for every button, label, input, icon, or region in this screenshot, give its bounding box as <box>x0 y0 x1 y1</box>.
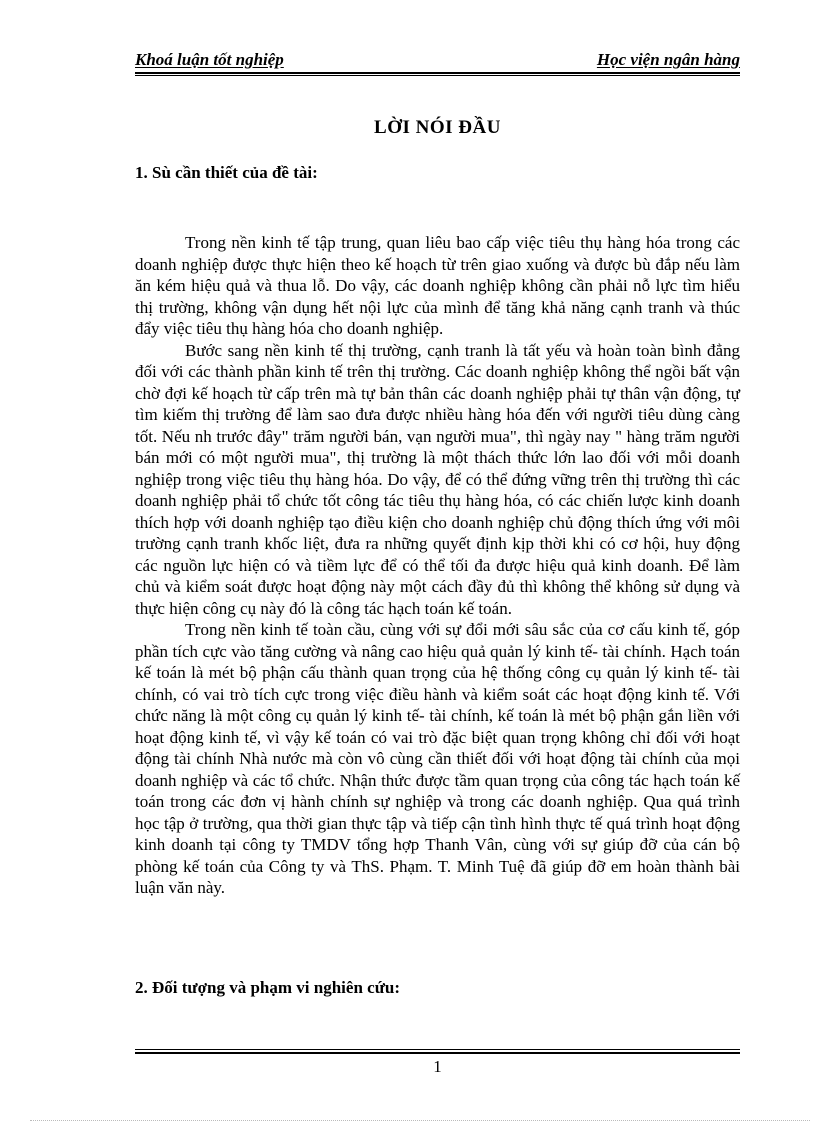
running-header <box>135 50 740 72</box>
section-2-heading: 2. Đối tượng và phạm vi nghiên cứu: <box>135 978 401 997</box>
header-institution-label: Học viện ngân hàng <box>596 50 740 69</box>
paragraph: Trong nền kinh tế toàn cầu, cùng với sự đổi mới sâu sắc của cơ cấu kinh tế, góp phần tích cực vào tăng cường và nâng cao hiệu quả quản lý kinh tế- tài chính. Hạch toán kế toán là mét bộ phận cấu thành quan trọng của hệ thống công cụ quản lý kinh tế- tài chính, có vai trò tích cực trong việc điều hành và kiểm soát các hoạt động kinh tế. Với chức năng là một công cụ quản lý kinh tế- tài chính, kế toán là mét bộ phận gắn liền với hoạt động kinh tế, vì vậy kế toán có vai trò đặc biệt quan trọng không chỉ đối với hoạt động tài chính Nhà nước mà còn vô cùng cần thiết đối với hoạt động tài chính của mọi doanh nghiệp và các tổ chức. Nhận thức được tầm quan trọng của công tác hạch toán kế toán trong các đơn vị hành chính sự nghiệp và trong các doanh nghiệp. Qua quá trình học tập ở trường, qua thời gian thực tập và tiếp cận tình hình thực tế quá trình hoạt động kinh doanh tại công ty TMDV tổng hợp Thanh Vân, cùng với sự giúp đỡ của cán bộ phòng kế toán của Công ty và ThS. Phạm. T. Minh Tuệ đã giúp đỡ em hoàn thành bài luận văn này. <box>135 620 740 897</box>
page-number: 1 <box>433 1057 442 1076</box>
paragraph: Trong nền kinh tế tập trung, quan liêu bao cấp việc tiêu thụ hàng hóa trong các doanh nghiệp được thực hiện theo kế hoạch từ trên giao xuống và được bù đắp nếu làm ăn kém hiệu quả và thua lỗ. Do vậy, các doanh nghiệp không cần phải nỗ lực tìm hiểu thị trường, không vận dụng hết nội lực của mình để tăng khả năng cạnh tranh và thúc đẩy việc tiêu thụ hàng hóa cho doanh nghiệp. <box>135 233 740 338</box>
page-title: LỜI NÓI ĐẦU <box>374 117 501 138</box>
page-edge-divider <box>30 1120 810 1121</box>
paragraph: Bước sang nền kinh tế thị trường, cạnh tranh là tất yếu và hoàn toàn bình đẳng đối với các thành phần kinh tế trên thị trường. Các doanh nghiệp không thể ngồi bất vận chờ đợi kế hoạch từ cấp trên mà tự bản thân các doanh nghiệp phải tự thân vận động, tự tìm kiếm thị trường để làm sao đưa được nhiều hàng hóa đến với người tiêu dùng càng tốt. Nếu nh trước đây" trăm người bán, vạn người mua", thì ngày nay " hàng trăm người bán mới có một người mua", thị trường là một thách thức lớn lao đối với mỗi doanh nghiệp trong việc tiêu thụ hàng hóa. Do vậy, để có thể đứng vững trên thị trường thì các doanh nghiệp phải tổ chức tốt công tác tiêu thụ hàng hóa, có các chiến lược kinh doanh thích hợp với doanh nghiệp tạo điều kiện cho doanh nghiệp chủ động thích ứng với môi trường cạnh tranh khốc liệt, đưa ra những quyết định kịp thời khi có cơ hội, huy động các nguồn lực hiện có và tiềm lực để có thể tối đa được hiệu quả kinh doanh. Để làm chủ và kiểm soát được hoạt động này một cách đầy đủ thì không thể không sử dụng và thực hiện công cụ này đó là công tác hạch toán kế toán. <box>135 340 740 618</box>
header-rule-thick <box>135 72 740 74</box>
header-thesis-label: Khoá luận tốt nghiệp <box>135 50 284 69</box>
header-rule-thin <box>135 75 740 76</box>
footer-rule-thick <box>135 1052 740 1054</box>
section-1-body <box>135 232 740 899</box>
footer-rule-thin <box>135 1049 740 1050</box>
section-1-heading: 1. Sù cần thiết của đề tài: <box>135 163 318 182</box>
